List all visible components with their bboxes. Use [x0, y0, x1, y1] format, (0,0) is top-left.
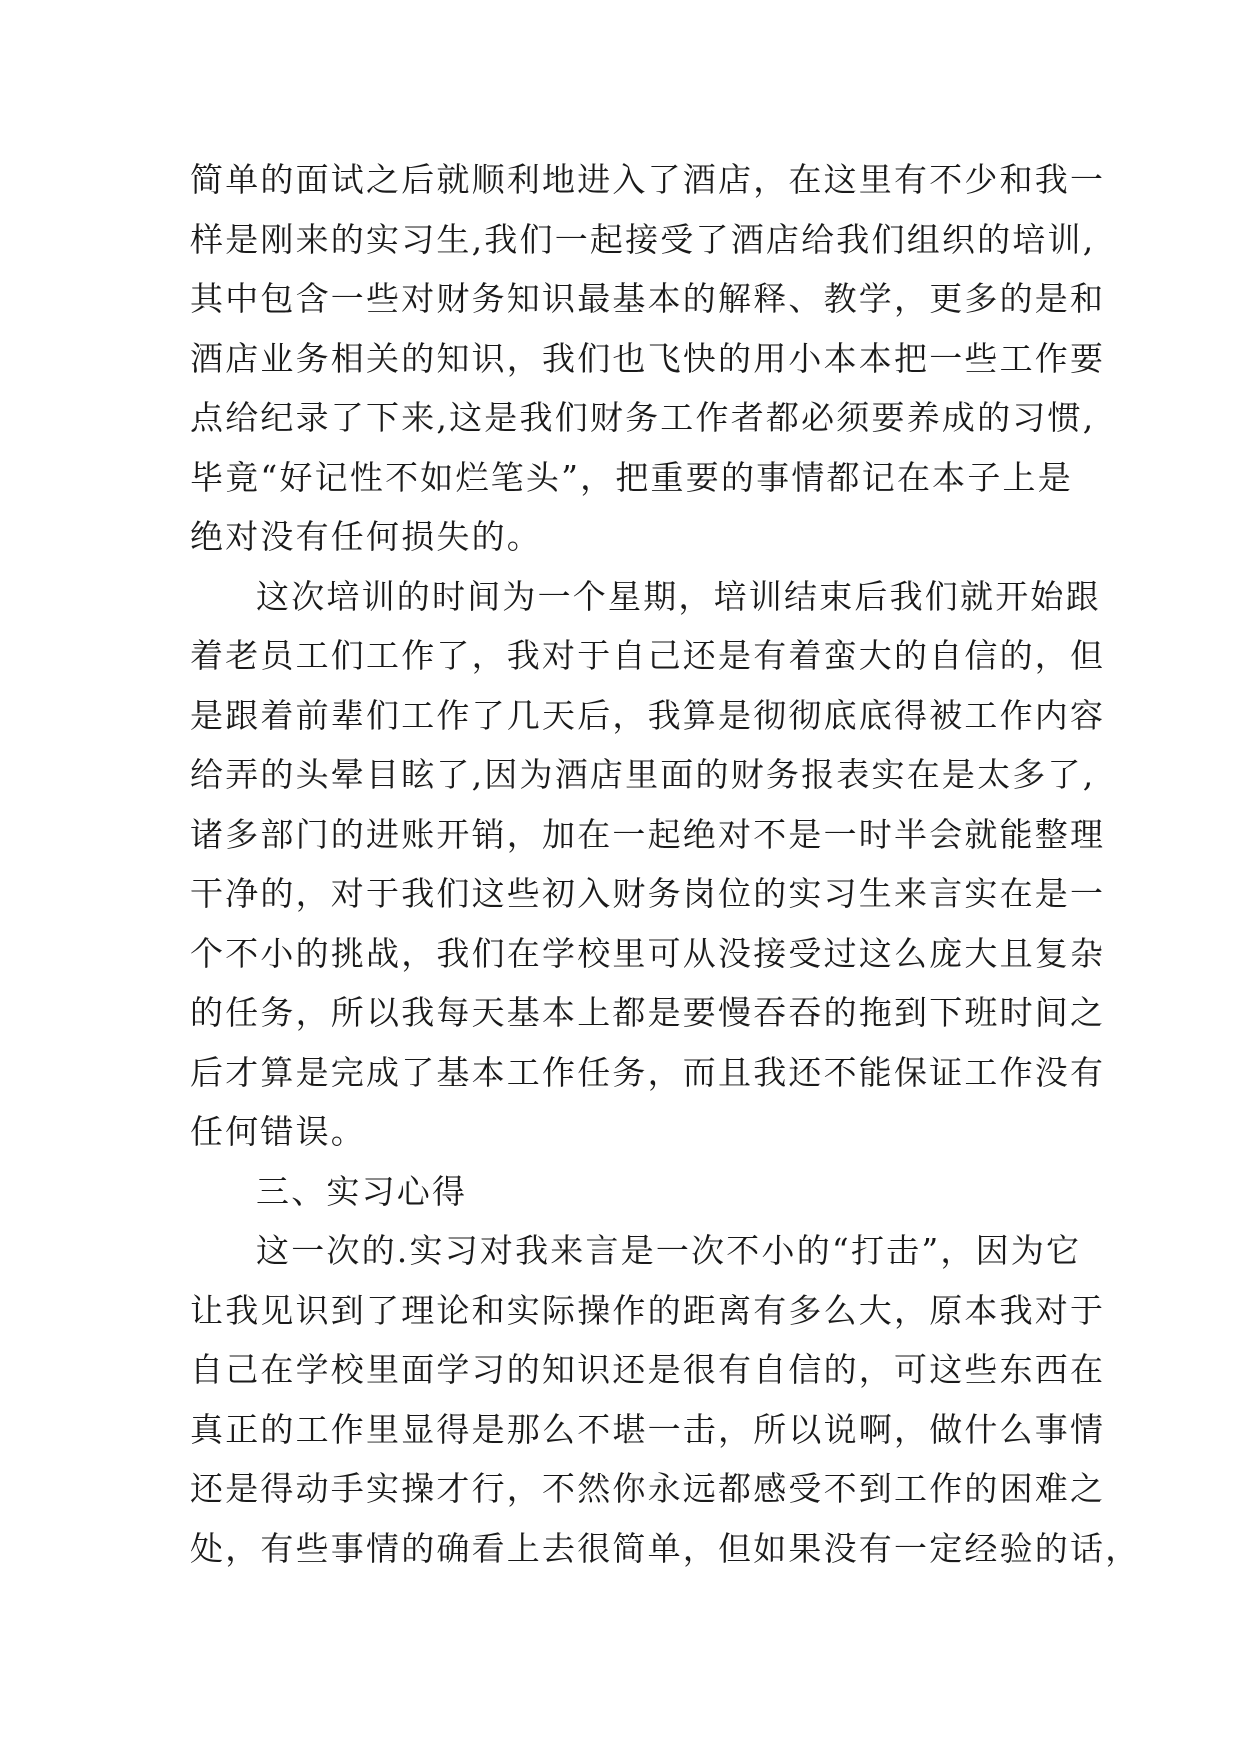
- text-line: 处，有些事情的确看上去很简单，但如果没有一定经验的话，: [190, 1528, 1141, 1568]
- text-line: 让我见识到了理论和实际操作的距离有多么大，原本我对于: [190, 1290, 1106, 1330]
- text-line: 后才算是完成了基本工作任务，而且我还不能保证工作没有: [190, 1052, 1106, 1092]
- text-line: 毕竟“好记性不如烂笔头”，把重要的事情都记在本子上是: [190, 457, 1073, 497]
- text-line: 个不小的挑战，我们在学校里可从没接受过这么庞大且复杂: [190, 933, 1106, 973]
- text-line: 点给纪录了下来,这是我们财务工作者都必须要养成的习惯,: [190, 398, 1096, 437]
- body-text: [190, 150, 1141, 1578]
- text-line: 着老员工们工作了，我对于自己还是有着蛮大的自信的，但: [190, 636, 1106, 675]
- text-line: 任何错误。: [190, 1112, 366, 1151]
- text-line: 诸多部门的进账开销，加在一起绝对不是一时半会就能整理: [190, 814, 1106, 854]
- text-line: 三、实习心得: [256, 1171, 468, 1211]
- text-line: 酒店业务相关的知识，我们也飞快的用小本本把一些工作要: [190, 338, 1106, 378]
- text-line: 干净的，对于我们这些初入财务岗位的实习生来言实在是一: [190, 874, 1106, 913]
- text-line: 这次培训的时间为一个星期，培训结束后我们就开始跟: [256, 576, 1101, 616]
- text-line: 这一次的.实习对我来言是一次不小的“打击”，因为它: [256, 1231, 1082, 1270]
- text-line: 是跟着前辈们工作了几天后，我算是彻彻底底得被工作内容: [190, 695, 1106, 735]
- text-line: 还是得动手实操才行，不然你永远都感受不到工作的困难之: [190, 1469, 1106, 1508]
- text-line: 简单的面试之后就顺利地进入了酒店，在这里有不少和我一: [190, 160, 1106, 199]
- text-line: 样是刚来的实习生,我们一起接受了酒店给我们组织的培训,: [190, 219, 1096, 259]
- text-line: 给弄的头晕目眩了,因为酒店里面的财务报表实在是太多了,: [190, 755, 1096, 794]
- text-line: 的任务，所以我每天基本上都是要慢吞吞的拖到下班时间之: [190, 993, 1106, 1032]
- text-line: 真正的工作里显得是那么不堪一击，所以说啊，做什么事情: [190, 1409, 1106, 1449]
- text-line: 自己在学校里面学习的知识还是很有自信的，可这些东西在: [190, 1350, 1106, 1389]
- text-line: 其中包含一些对财务知识最基本的解释、教学，更多的是和: [190, 279, 1106, 318]
- text-line: 绝对没有任何损失的。: [190, 517, 542, 556]
